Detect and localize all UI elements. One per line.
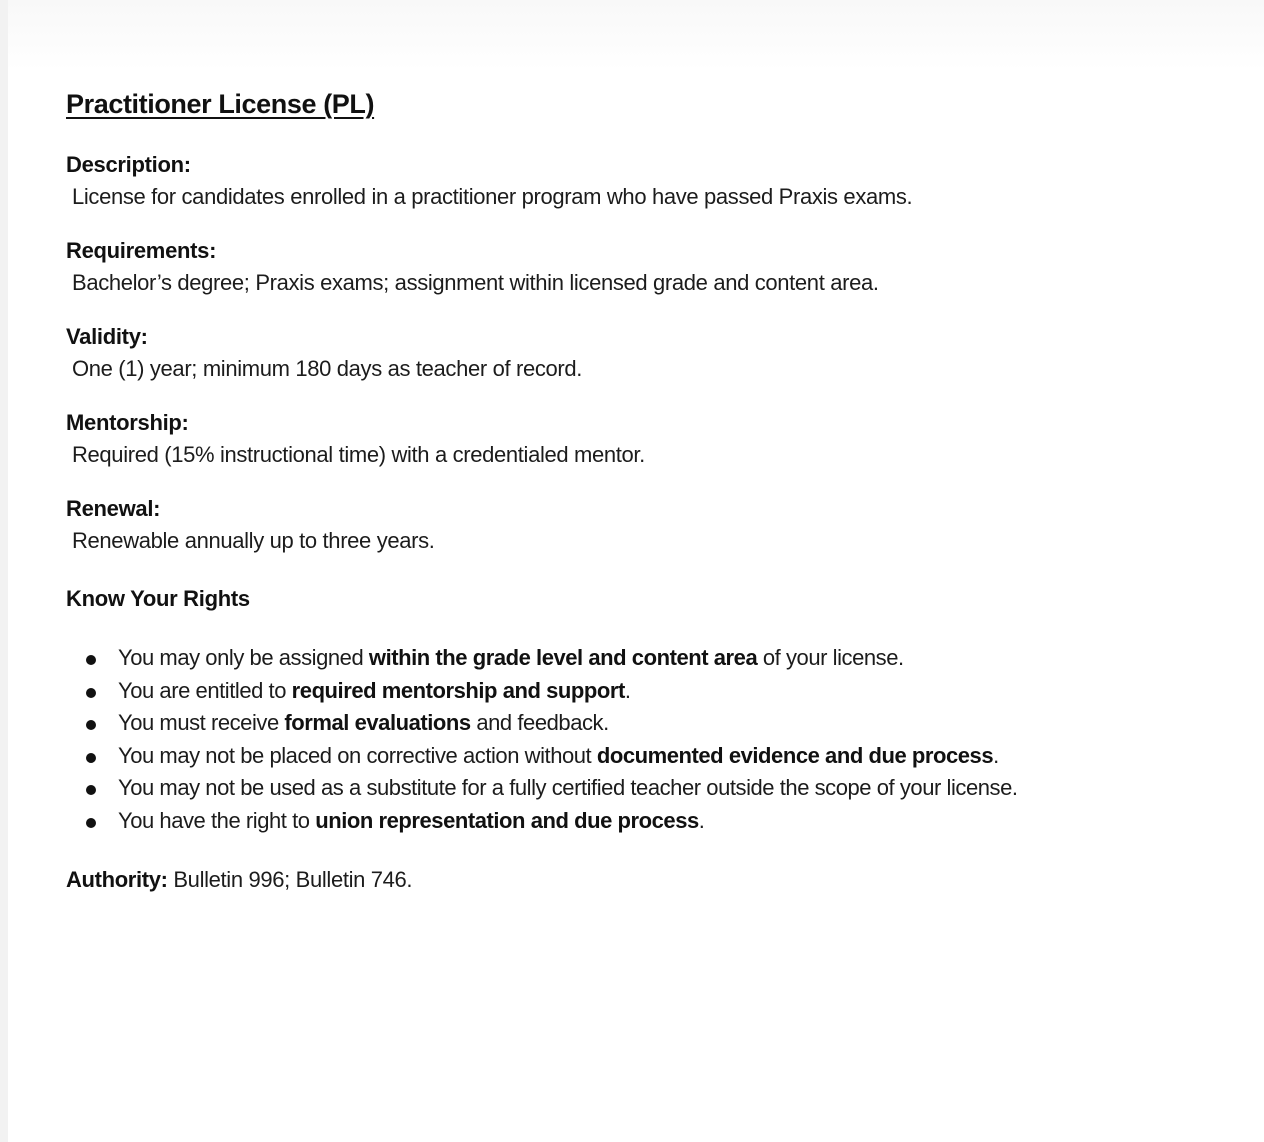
item-text-end: of your license. bbox=[757, 645, 904, 670]
document-page bbox=[66, 84, 1246, 896]
item-text: You may not be used as a substitute for a fully certified teacher outside the scope of your license. bbox=[118, 775, 1018, 801]
item-text: You are entitled to bbox=[118, 677, 292, 703]
rights-list-item bbox=[66, 772, 1246, 805]
rights-heading: Know Your Rights bbox=[66, 586, 250, 611]
section-label: Description: bbox=[66, 152, 191, 177]
section-value: Required (15% instructional time) with a credentialed mentor. bbox=[72, 442, 645, 467]
section-value: One (1) year; minimum 180 days as teacher of record. bbox=[72, 356, 583, 381]
section-requirements bbox=[66, 236, 1246, 300]
bullet-icon bbox=[86, 818, 96, 828]
authority-value: Bulletin 996; Bulletin 746. bbox=[167, 866, 413, 892]
item-text-end: . bbox=[624, 677, 631, 703]
section-value: Renewable annually up to three years. bbox=[72, 528, 435, 553]
section-value: License for candidates enrolled in a practitioner program who have passed Praxis exams. bbox=[72, 184, 913, 209]
section-value: Bachelor’s degree; Praxis exams; assignment within licensed grade and content area. bbox=[72, 270, 879, 295]
section-renewal bbox=[66, 494, 1246, 558]
rights-list-item bbox=[66, 805, 1246, 838]
section-label: Mentorship: bbox=[66, 410, 189, 435]
rights-list-item bbox=[66, 642, 1246, 675]
left-margin-strip bbox=[0, 0, 8, 1142]
item-bold-text: required mentorship and support bbox=[291, 677, 625, 703]
section-label: Renewal: bbox=[66, 496, 161, 521]
rights-list-item bbox=[66, 707, 1246, 740]
bullet-icon bbox=[86, 753, 96, 763]
section-mentorship bbox=[66, 408, 1246, 472]
authority-line bbox=[66, 864, 1246, 896]
item-text-end: and feedback. bbox=[470, 710, 609, 736]
item-text-end: . bbox=[993, 742, 999, 768]
item-bold-text: documented evidence and due process bbox=[596, 742, 994, 768]
authority-label: Authority: bbox=[66, 866, 168, 892]
section-label: Requirements: bbox=[66, 238, 217, 263]
item-text: You may only be assigned bbox=[118, 645, 369, 670]
bullet-icon bbox=[86, 785, 96, 795]
section-description bbox=[66, 150, 1246, 214]
section-label: Validity: bbox=[66, 324, 148, 349]
bullet-icon bbox=[86, 655, 96, 665]
item-text: You have the right to bbox=[118, 807, 316, 833]
bullet-icon bbox=[86, 688, 96, 698]
page-title: Practitioner License (PL) bbox=[66, 89, 375, 119]
top-shadow bbox=[8, 0, 1264, 70]
item-bold-text: within the grade level and content area bbox=[368, 645, 758, 670]
item-bold-text: formal evaluations bbox=[284, 710, 471, 736]
bullet-icon bbox=[86, 720, 96, 730]
item-text: You may not be placed on corrective action without bbox=[118, 742, 597, 768]
rights-list-item bbox=[66, 675, 1246, 708]
item-text: You must receive bbox=[118, 710, 285, 736]
rights-list-item bbox=[66, 740, 1246, 773]
rights-list bbox=[66, 642, 1246, 838]
section-validity bbox=[66, 322, 1246, 386]
item-bold-text: union representation and due process bbox=[315, 807, 699, 833]
item-text-end: . bbox=[698, 807, 705, 833]
